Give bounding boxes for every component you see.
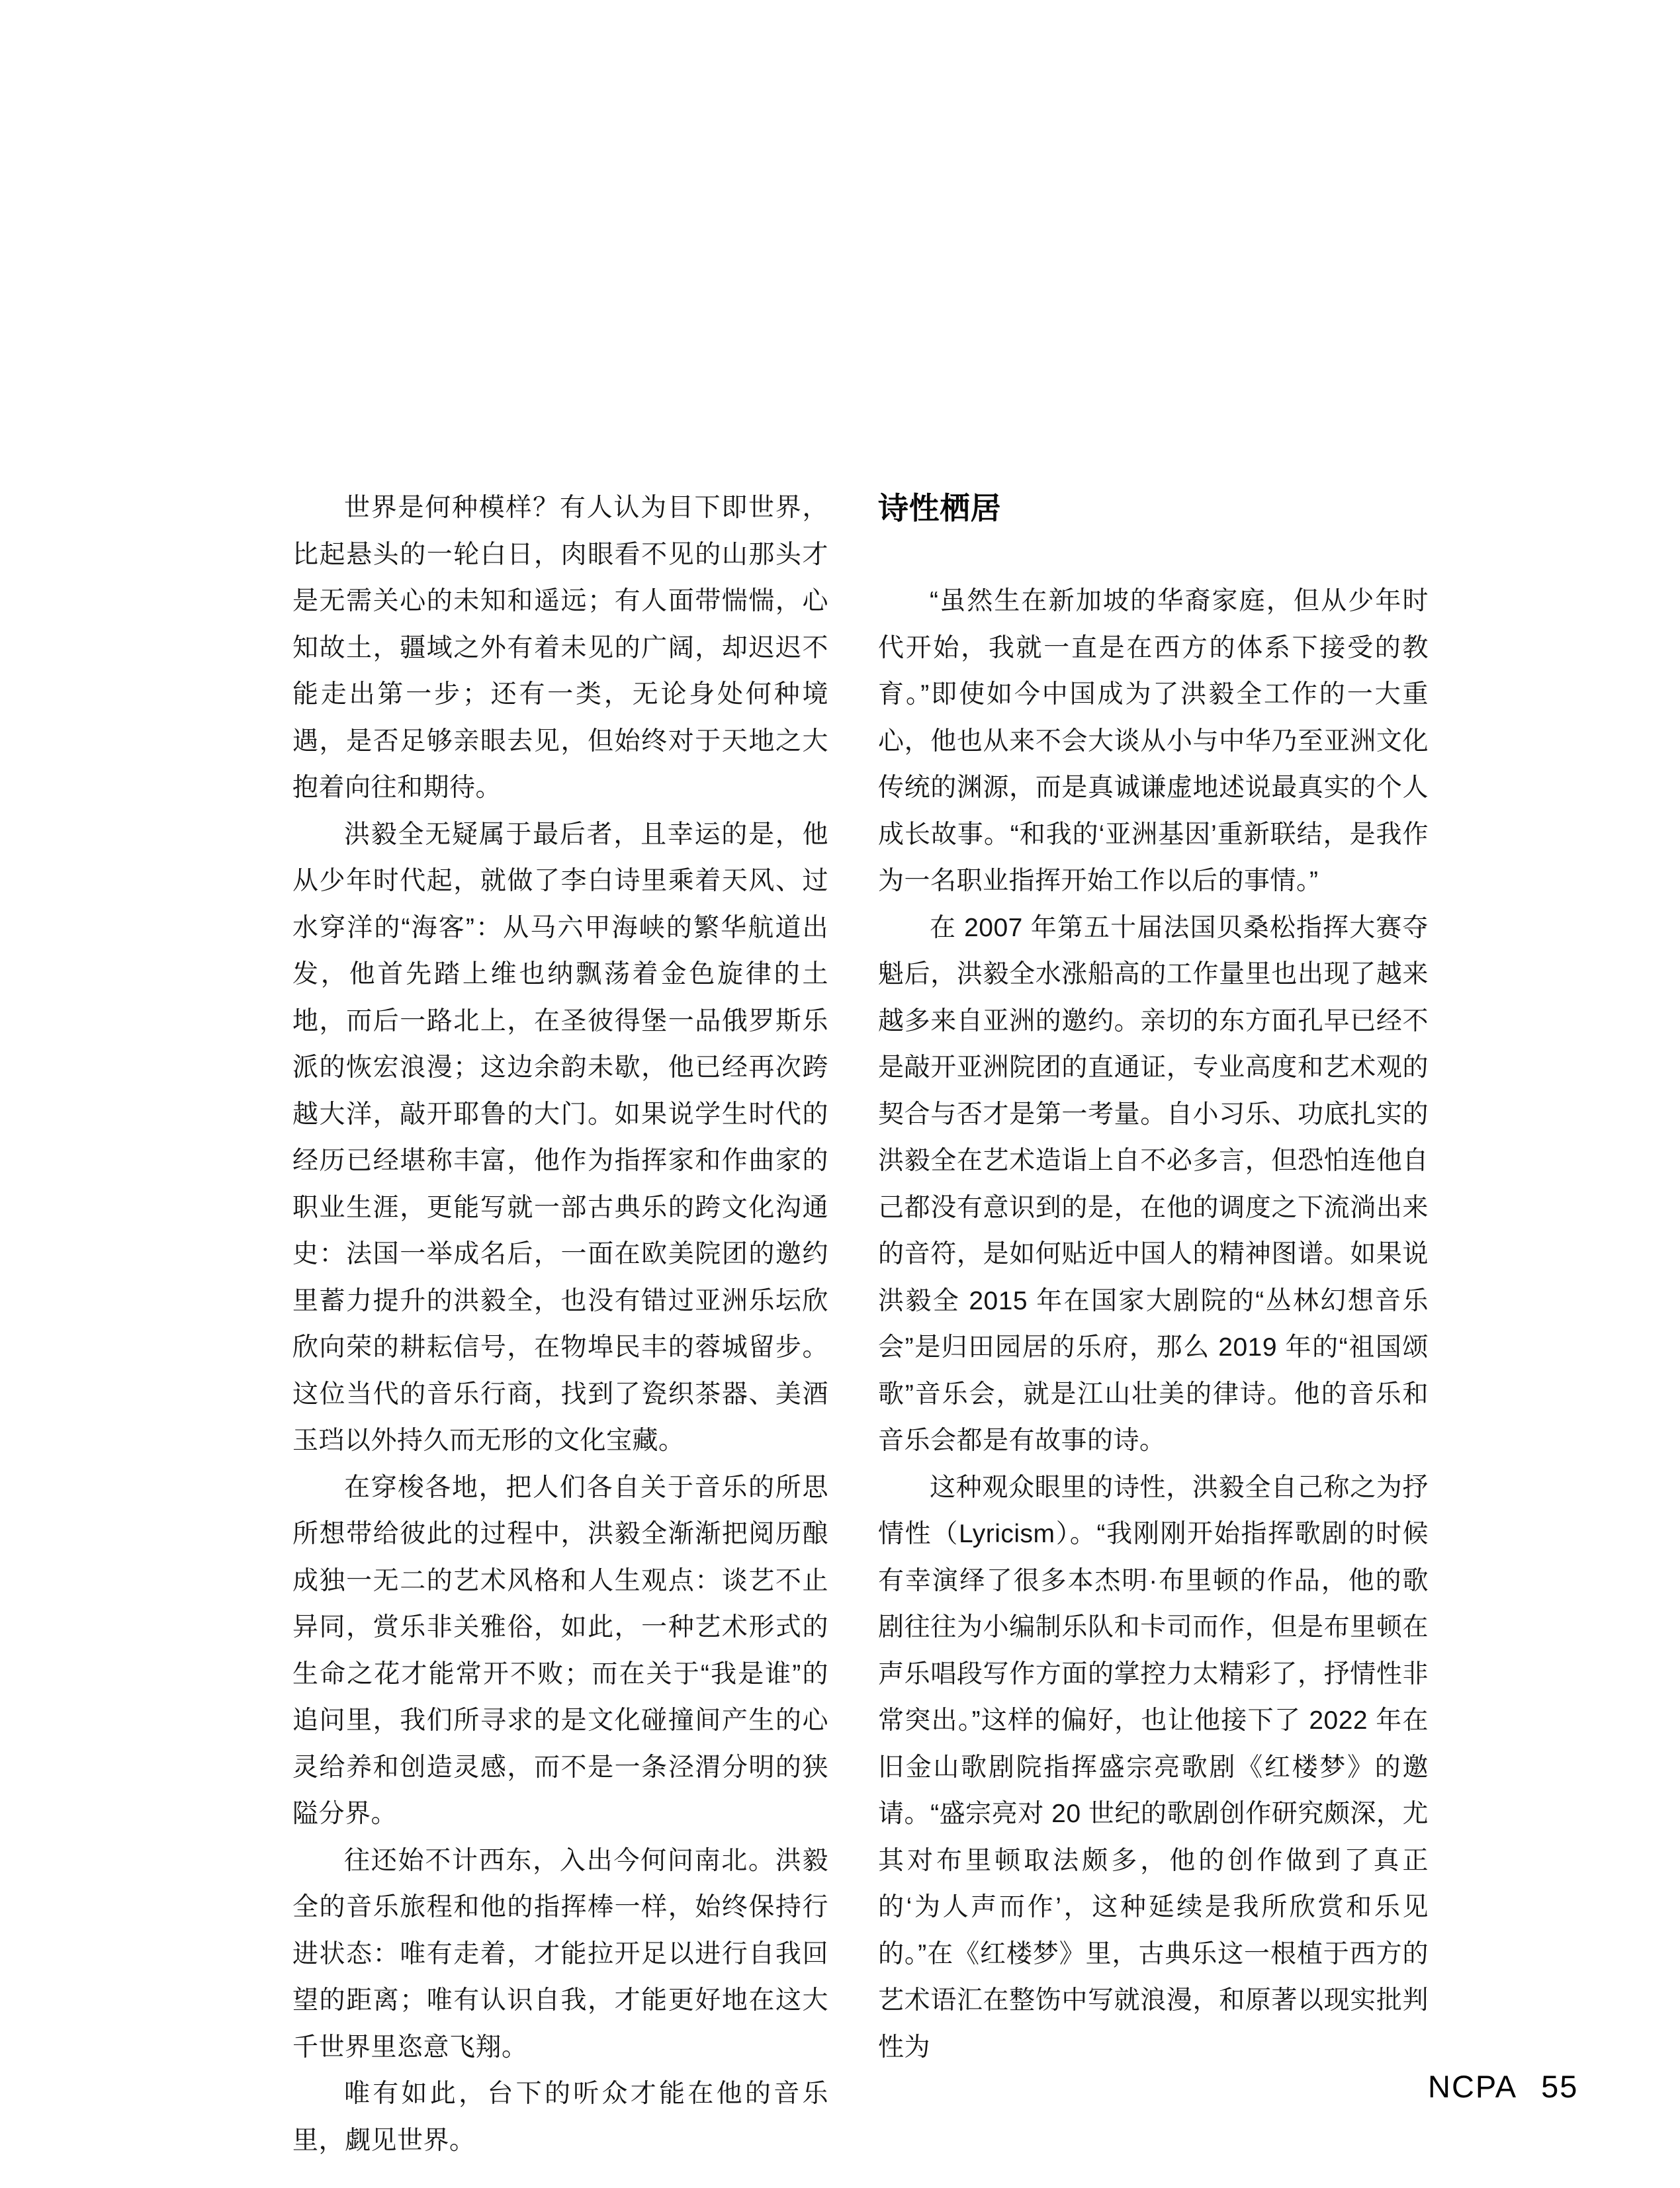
footer-page-number: 55 [1541, 2069, 1579, 2104]
right-text-column [878, 485, 1429, 2071]
right-column-body [878, 578, 1429, 2071]
paragraph: 这种观众眼里的诗性，洪毅全自己称之为抒情性（Lyricism）。“我刚刚开始指挥歌剧的时候有幸演绎了很多本杰明·布里顿的作品，他的歌剧往往为小编制乐队和卡司而作，但是布里顿在声乐唱段写作方面的掌控力太精彩了，抒情性非常突出。”这样的偏好，也让他接下了 2022 年在旧金山歌剧院指挥盛宗亮歌剧《红楼梦》的邀请。“盛宗亮对 20 世纪的歌剧创作研究颇深，尤其对布里顿取法颇多，他的创作做到了真正的‘为人声而作’，这种延续是我所欣赏和乐见的。”在《红楼梦》里，古典乐这一根植于西方的艺术语汇在整饬中写就浪漫，和原著以现实批判性为 [878, 1473, 1429, 2062]
paragraph: “虽然生在新加坡的华裔家庭，但从少年时代开始，我就一直是在西方的体系下接受的教育。”即使如今中国成为了洪毅全工作的一大重心，他也从来不会大谈从小与中华乃至亚洲文化传统的渊源，而是真诚谦虚地述说最真实的个人成长故事。“和我的‘亚洲基因’重新联结，是我作为一名职业指挥开始工作以后的事情。” [878, 587, 1429, 895]
paragraph: 往还始不计西东，入出今何问南北。洪毅全的音乐旅程和他的指挥棒一样，始终保持行进状态：唯有走着，才能拉开足以进行自我回望的距离；唯有认识自我，才能更好地在这大千世界里恣意飞翔。 [292, 1846, 828, 2062]
page-footer [1428, 2070, 1578, 2104]
paragraph: 洪毅全无疑属于最后者，且幸运的是，他从少年时代起，就做了李白诗里乘着天风、过水穿洋的“海客”：从马六甲海峡的繁华航道出发，他首先踏上维也纳飘荡着金色旋律的土地，而后一路北上，在圣彼得堡一品俄罗斯乐派的恢宏浪漫；这边余韵未歇，他已经再次跨越大洋，敲开耶鲁的大门。如果说学生时代的经历已经堪称丰富，他作为指挥家和作曲家的职业生涯，更能写就一部古典乐的跨文化沟通史：法国一举成名后，一面在欧美院团的邀约里蓄力提升的洪毅全，也没有错过亚洲乐坛欣欣向荣的耕耘信号，在物埠民丰的蓉城留步。这位当代的音乐行商，找到了瓷织茶器、美酒玉珰以外持久而无形的文化宝藏。 [292, 820, 828, 1455]
paragraph: 在穿梭各地，把人们各自关于音乐的所思所想带给彼此的过程中，洪毅全渐渐把阅历酿成独一无二的艺术风格和人生观点：谈艺不止异同，赏乐非关雅俗，如此，一种艺术形式的生命之花才能常开不败；而在关于“我是谁”的追问里，我们所寻求的是文化碰撞间产生的心灵给养和创造灵感，而不是一条泾渭分明的狭隘分界。 [292, 1473, 828, 1828]
section-heading: 诗性栖居 [878, 491, 1001, 525]
left-text-column [292, 485, 828, 2164]
paragraph: 唯有如此，台下的听众才能在他的音乐里，觑见世界。 [292, 2079, 828, 2155]
paragraph: 世界是何种模样？有人认为目下即世界，比起悬头的一轮白日，肉眼看不见的山那头才是无需关心的未知和遥远；有人面带惴惴，心知故土，疆域之外有着未见的广阔，却迟迟不能走出第一步；还有一类，无论身处何种境遇，是否足够亲眼去见，但始终对于天地之大抱着向往和期待。 [292, 494, 828, 802]
paragraph: 在 2007 年第五十届法国贝桑松指挥大赛夺魁后，洪毅全水涨船高的工作量里也出现了越来越多来自亚洲的邀约。亲切的东方面孔早已经不是敲开亚洲院团的直通证，专业高度和艺术观的契合与否才是第一考量。自小习乐、功底扎实的洪毅全在艺术造诣上自不必多言，但恐怕连他自己都没有意识到的是，在他的调度之下流淌出来的音符，是如何贴近中国人的精神图谱。如果说洪毅全 2015 年在国家大剧院的“丛林幻想音乐会”是归田园居的乐府，那么 2019 年的“祖国颂歌”音乐会，就是江山壮美的律诗。他的音乐和音乐会都是有故事的诗。 [878, 913, 1429, 1455]
footer-brand: NCPA [1428, 2069, 1518, 2104]
